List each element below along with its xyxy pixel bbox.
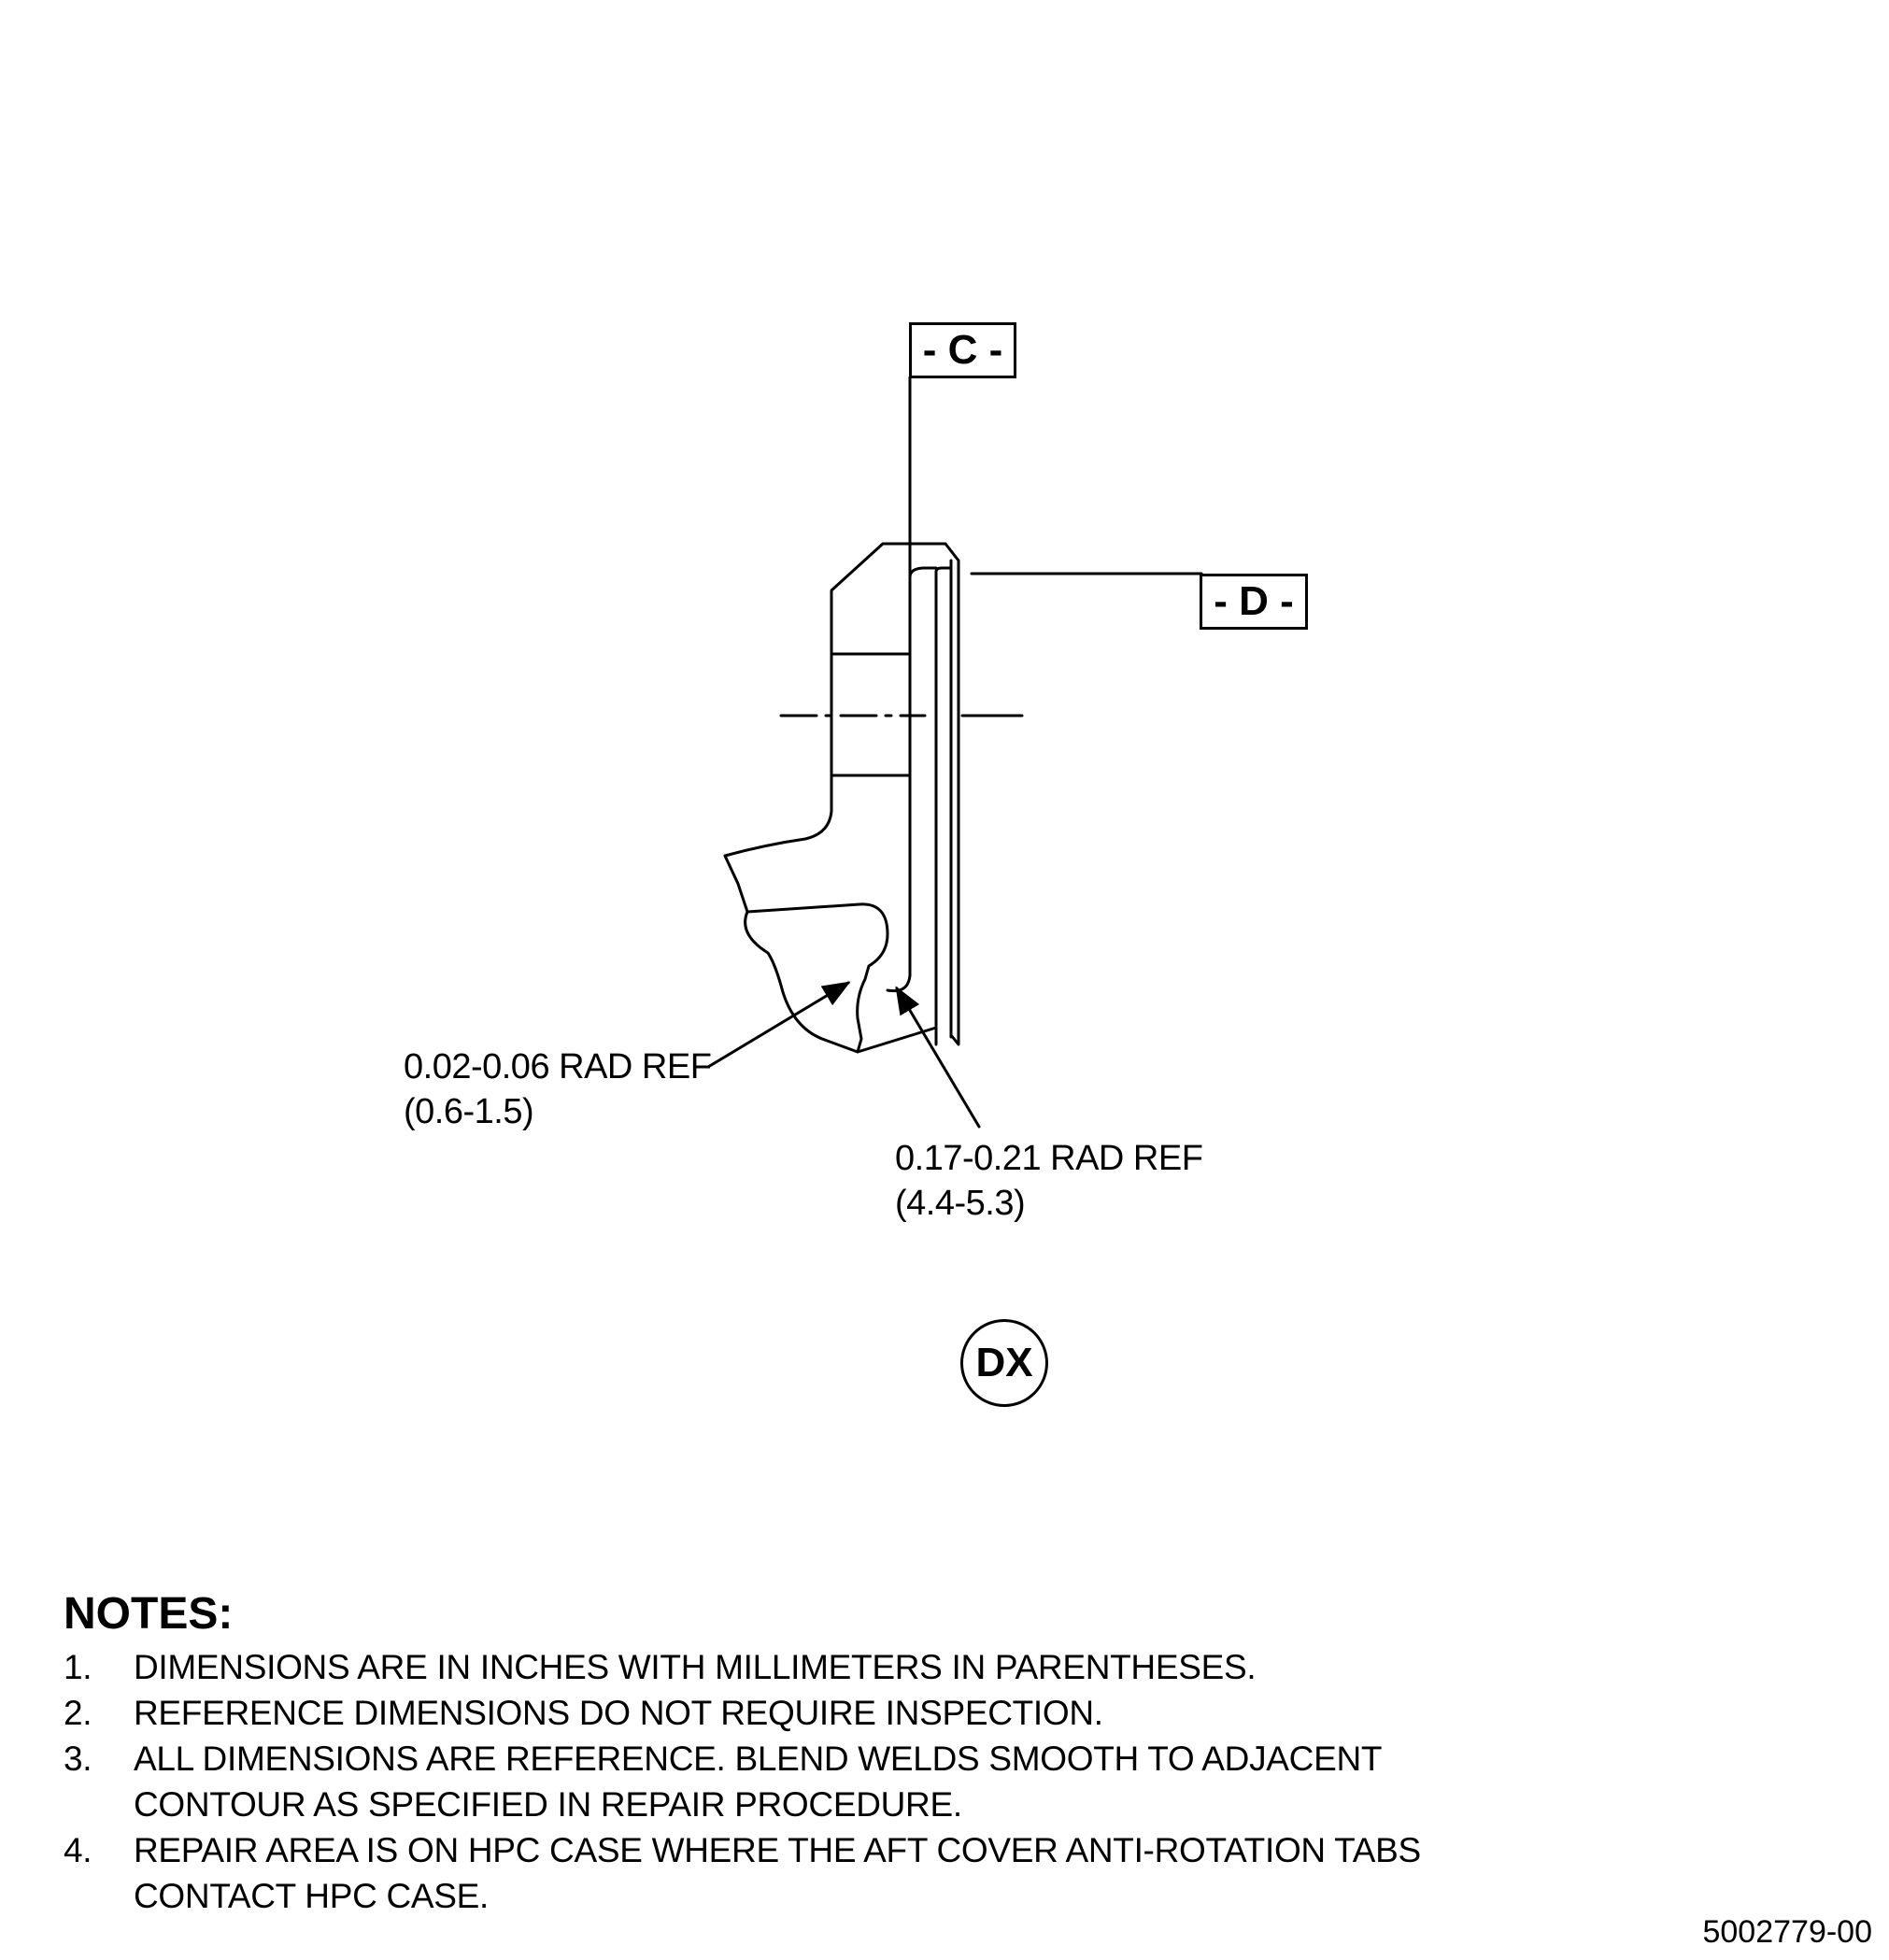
note-item — [64, 1644, 1465, 1690]
rad-small-mm: (0.6-1.5) — [404, 1092, 534, 1131]
detail-label-circle — [960, 1319, 1048, 1407]
detail-label: DX — [975, 1340, 1033, 1385]
note-text: DIMENSIONS ARE IN INCHES WITH MILLIMETERS IN PARENTHESES. — [134, 1648, 1257, 1686]
note-item — [64, 1736, 1465, 1827]
part-outline — [725, 544, 959, 1044]
broken-contour — [746, 904, 936, 1052]
rad-small-leader — [708, 983, 848, 1067]
rad-large-callout — [895, 1136, 1202, 1226]
note-text: ALL DIMENSIONS ARE REFERENCE. BLEND WELDS SMOOTH TO ADJACENT CONTOUR AS SPECIFIED IN REPAIR PROCEDURE. — [134, 1740, 1383, 1824]
note-text: REPAIR AREA IS ON HPC CASE WHERE THE AFT COVER ANTI-ROTATION TABS CONTACT HPC CASE. — [134, 1831, 1421, 1915]
datum-c-label: - C - — [922, 327, 1003, 373]
datum-c-box — [909, 322, 1016, 378]
rad-large-mm: (4.4-5.3) — [895, 1184, 1026, 1223]
note-text: REFERENCE DIMENSIONS DO NOT REQUIRE INSPECTION. — [134, 1694, 1103, 1732]
rad-large-inches: 0.17-0.21 RAD REF — [895, 1139, 1203, 1178]
note-number: 1. — [64, 1648, 92, 1686]
rad-small-callout — [404, 1044, 711, 1134]
rad-large-leader — [897, 988, 979, 1127]
note-item — [64, 1827, 1465, 1919]
notes-block — [64, 1588, 1465, 1919]
notes-heading: NOTES: — [64, 1589, 234, 1639]
rad-small-inches: 0.02-0.06 RAD REF — [404, 1047, 712, 1087]
note-number: 3. — [64, 1740, 92, 1778]
datum-d-box — [1200, 574, 1308, 630]
datum-d-label: - D - — [1214, 578, 1294, 624]
drawing-number: 5002779-00 — [1702, 1914, 1872, 1950]
note-number: 4. — [64, 1831, 92, 1869]
note-item — [64, 1690, 1465, 1736]
note-number: 2. — [64, 1694, 92, 1732]
